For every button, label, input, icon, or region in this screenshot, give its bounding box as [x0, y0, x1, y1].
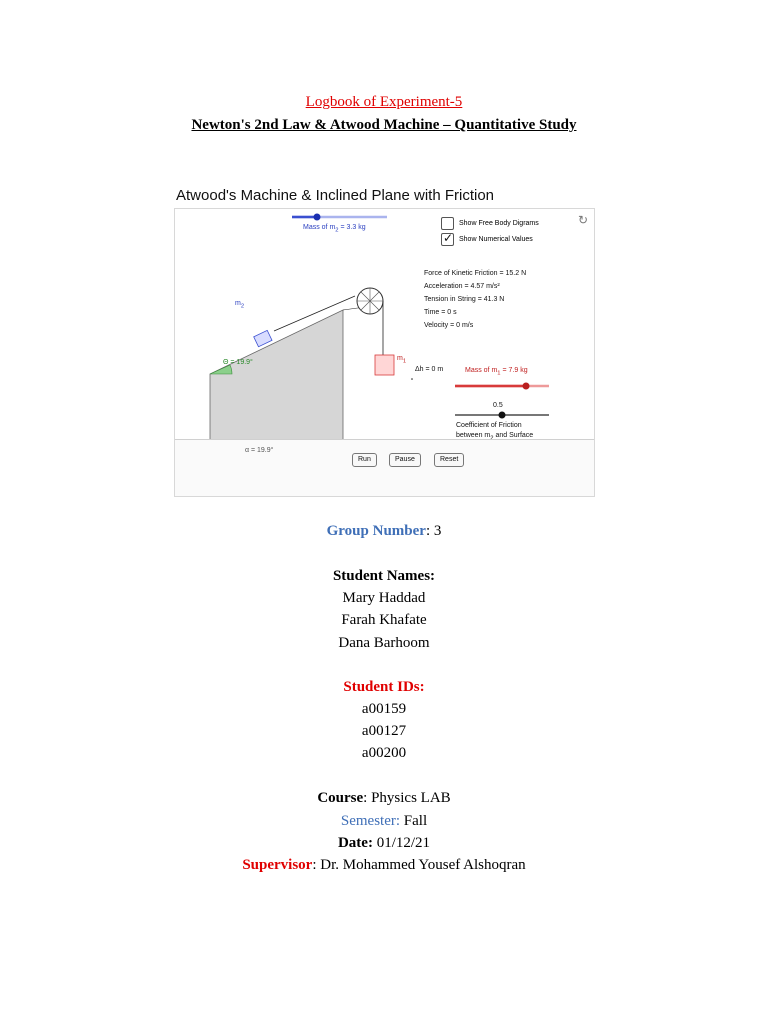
- angle-arc: [210, 365, 232, 374]
- m1-block: [375, 355, 394, 375]
- date-line: [0, 835, 768, 852]
- semester-line: Semester: Fall: [340, 813, 428, 829]
- readout-velocity: Velocity = 0 m/s: [424, 322, 474, 329]
- simulation-canvas: [174, 208, 595, 497]
- group-number-label: Group Number: [326, 523, 426, 539]
- m2-block-label: $m_2$: [235, 300, 245, 310]
- free-body-checkbox-row[interactable]: [441, 217, 539, 230]
- semester-label: Semester: [340, 813, 396, 829]
- friction-label-line1: Coefficient of Friction: [456, 422, 522, 429]
- course-label: Course: [317, 790, 364, 806]
- student-names-heading: Student Names:: [332, 568, 436, 584]
- readout-time: Time = 0 s: [424, 309, 457, 316]
- numerical-values-checkbox[interactable]: [441, 233, 454, 246]
- date-value: 01/12/21: [372, 835, 431, 851]
- free-body-checkbox-label: Show Free Body Digrams: [459, 220, 539, 227]
- student-name: Farah Khafate: [341, 612, 427, 628]
- friction-label-line2: between m and Surface: [456, 432, 534, 439]
- alpha-label: α = 19.9°: [245, 447, 274, 454]
- control-bar: [175, 439, 594, 497]
- numerical-values-checkbox-row[interactable]: [441, 233, 533, 246]
- m2-block: [254, 330, 272, 346]
- logbook-title: Logbook of Experiment-5: [305, 94, 463, 110]
- friction-slider-handle: [499, 412, 506, 419]
- student-name: Mary Haddad: [342, 590, 426, 606]
- readout-friction: Force of Kinetic Friction = 15.2 N: [424, 270, 527, 277]
- student-id: a00127: [361, 723, 407, 739]
- mass-m1-label: Mass of $m_1 = 7.9$ kg: [465, 367, 528, 377]
- mass-m2-label: Mass of $m_2 = 3.3$ kg: [303, 224, 366, 234]
- pause-button[interactable]: Pause: [389, 453, 421, 467]
- friction-value: 0.5: [493, 402, 503, 409]
- simulation-panel: [174, 184, 594, 496]
- refresh-icon[interactable]: ↻: [577, 213, 588, 227]
- m1-block-label: $m_1$: [397, 355, 407, 365]
- semester-value: Fall: [400, 813, 428, 829]
- student-ids-heading: Student IDs:: [343, 679, 425, 695]
- mass-m2-slider-handle: [314, 214, 321, 221]
- course-line: [0, 790, 768, 807]
- pulley-icon: [357, 288, 383, 314]
- mass-m1-slider-handle: [523, 383, 530, 390]
- numerical-values-checkbox-label: Show Numerical Values: [459, 236, 533, 243]
- date-label: Date:: [337, 835, 373, 851]
- free-body-checkbox[interactable]: [441, 217, 454, 230]
- student-name: Dana Barhoom: [338, 635, 430, 651]
- simulation-title: Atwood's Machine & Inclined Plane with Friction: [176, 187, 495, 204]
- readout-tension: Tension in String = 41.3 N: [424, 296, 505, 303]
- readout-acceleration: Acceleration = 4.57 m/s²: [424, 283, 500, 290]
- course-value: : Physics LAB: [363, 790, 451, 806]
- experiment-subtitle: Newton's 2nd Law & Atwood Machine – Quantitative Study: [191, 117, 577, 133]
- delta-h-label: Δh = 0 m: [415, 366, 444, 373]
- student-id: a00200: [361, 745, 407, 761]
- supervisor-label: Supervisor: [242, 857, 313, 873]
- student-id: a00159: [361, 701, 407, 717]
- supervisor-line: [0, 857, 768, 874]
- group-number-line: [0, 523, 768, 540]
- group-number-value: : 3: [425, 523, 442, 539]
- run-button[interactable]: Run: [352, 453, 377, 467]
- supervisor-value: : Dr. Mohammed Yousef Alshoqran: [312, 857, 526, 873]
- reset-button[interactable]: Reset: [434, 453, 464, 467]
- theta-label: Θ = 19.9°: [223, 359, 253, 366]
